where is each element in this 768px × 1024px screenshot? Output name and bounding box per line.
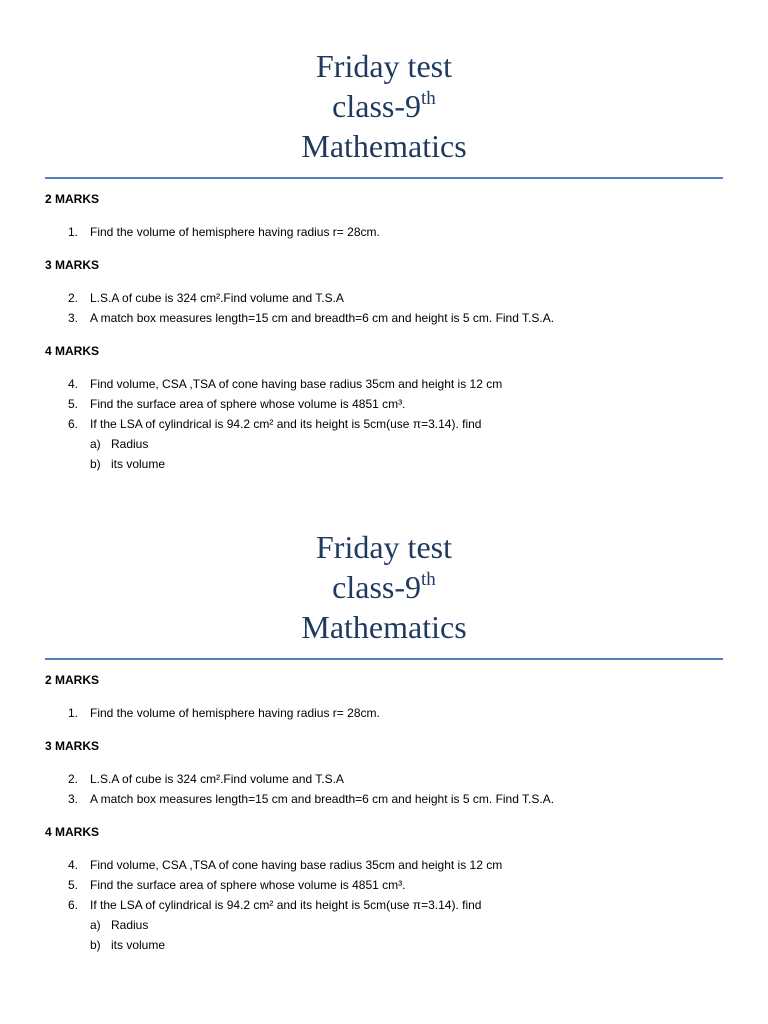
section-2-marks: 2 MARKS xyxy=(45,673,100,687)
subquestion-letter: a) xyxy=(90,437,101,451)
subquestion-letter: a) xyxy=(90,918,101,932)
title-line-3: Mathematics xyxy=(301,609,467,645)
question-text: Find the volume of hemisphere having radius r= 28cm. xyxy=(90,225,380,239)
question-number: 5. xyxy=(67,397,78,411)
section-3-marks: 3 MARKS xyxy=(45,739,100,753)
section-4-marks: 4 MARKS xyxy=(45,825,100,839)
subquestion-text: its volume xyxy=(111,938,166,952)
question-number: 1. xyxy=(67,706,78,720)
question-number: 2. xyxy=(67,291,78,305)
class-text: class-9 xyxy=(332,88,422,124)
question-text: If the LSA of cylindrical is 94.2 cm² and its height is 5cm(use π=3.14). find xyxy=(90,898,482,912)
question-number: 6. xyxy=(67,898,78,912)
question-text: A match box measures length=15 cm and breadth=6 cm and height is 5 cm. Find T.S.A. xyxy=(90,311,555,325)
section-4-marks: 4 MARKS xyxy=(45,344,100,358)
title-divider xyxy=(45,177,723,179)
subquestion-letter: b) xyxy=(90,457,101,471)
question-number: 6. xyxy=(67,417,78,431)
title-line-1: Friday test xyxy=(316,529,452,565)
question-number: 5. xyxy=(67,878,78,892)
question-text: Find the surface area of sphere whose volume is 4851 cm³. xyxy=(90,878,406,892)
class-superscript: th xyxy=(421,88,436,109)
question-text: Find volume, CSA ,TSA of cone having base radius 35cm and height is 12 cm xyxy=(90,377,503,391)
question-number: 1. xyxy=(67,225,78,239)
question-number: 4. xyxy=(67,858,78,872)
question-text: A match box measures length=15 cm and breadth=6 cm and height is 5 cm. Find T.S.A. xyxy=(90,792,555,806)
question-text: Find volume, CSA ,TSA of cone having base radius 35cm and height is 12 cm xyxy=(90,858,503,872)
subquestion-letter: b) xyxy=(90,938,101,952)
question-number: 3. xyxy=(67,792,78,806)
test-title xyxy=(0,46,768,166)
title-line-2 xyxy=(0,567,768,607)
class-text: class-9 xyxy=(332,569,422,605)
question-number: 4. xyxy=(67,377,78,391)
class-superscript: th xyxy=(421,569,436,590)
question-text: L.S.A of cube is 324 cm².Find volume and T.S.A xyxy=(90,291,344,305)
question-number: 2. xyxy=(67,772,78,786)
question-text: If the LSA of cylindrical is 94.2 cm² and its height is 5cm(use π=3.14). find xyxy=(90,417,482,431)
subquestion-text: Radius xyxy=(111,437,149,451)
question-text: Find the volume of hemisphere having radius r= 28cm. xyxy=(90,706,380,720)
subquestion-text: its volume xyxy=(111,457,166,471)
question-number: 3. xyxy=(67,311,78,325)
section-2-marks: 2 MARKS xyxy=(45,192,100,206)
subquestion-text: Radius xyxy=(111,918,149,932)
question-text: L.S.A of cube is 324 cm².Find volume and T.S.A xyxy=(90,772,344,786)
title-divider xyxy=(45,658,723,660)
title-line-1: Friday test xyxy=(316,48,452,84)
title-line-3: Mathematics xyxy=(301,128,467,164)
title-line-2 xyxy=(0,86,768,126)
question-text: Find the surface area of sphere whose volume is 4851 cm³. xyxy=(90,397,406,411)
test-title xyxy=(0,527,768,647)
section-3-marks: 3 MARKS xyxy=(45,258,100,272)
